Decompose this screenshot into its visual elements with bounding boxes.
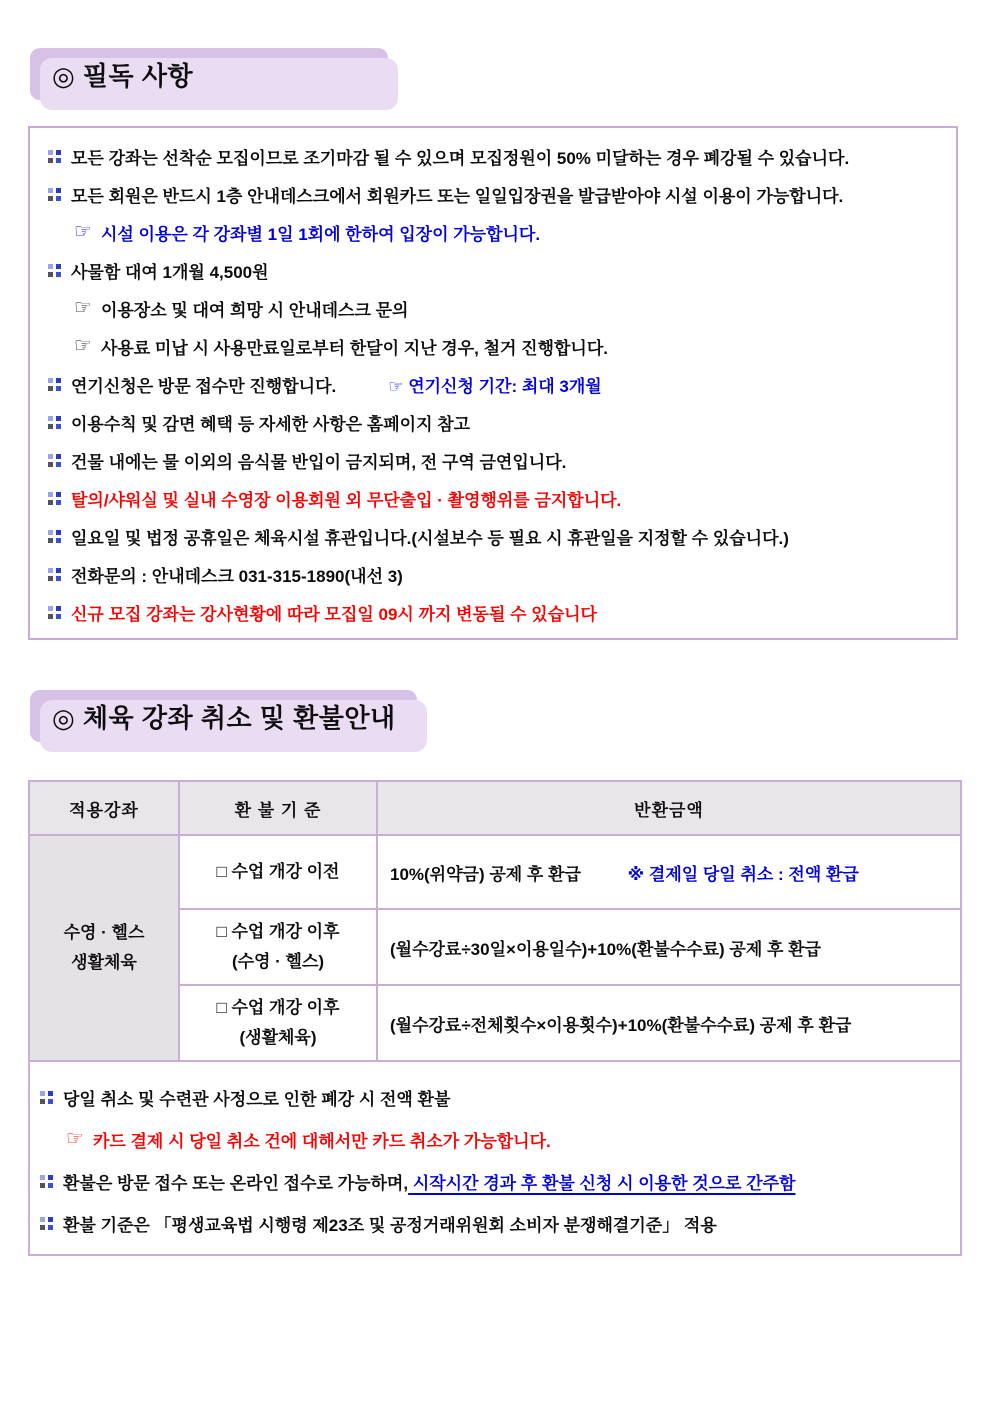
text-segment: ☞ 연기신청 기간: 최대 3개월 xyxy=(388,376,602,396)
section-title-refund xyxy=(30,690,417,742)
text-segment: 이용수칙 및 감면 혜택 등 자세한 사항은 홈페이지 참고 xyxy=(71,414,471,434)
text-segment: 환불은 방문 접수 또는 온라인 접수로 가능하며, xyxy=(63,1173,409,1193)
course-group-line: 생활체육 xyxy=(71,953,137,972)
notice-line xyxy=(40,251,946,289)
table-row xyxy=(29,835,961,909)
pointing-hand-icon: ☞ xyxy=(66,1128,84,1150)
text-segment: 시작시간 경과 후 환불 신청 시 이용한 것으로 간주함 xyxy=(408,1173,796,1193)
text-segment: 모든 회원은 반드시 1층 안내데스크에서 회원카드 또는 일일입장권을 발급받아야 시설 이용이 가능합니다. xyxy=(71,186,844,206)
notice-line xyxy=(40,327,946,365)
refund-cell: (월수강료÷30일×이용일수)+10%(환불수수료) 공제 후 환급 xyxy=(377,909,961,985)
notice-line xyxy=(40,137,946,175)
square-grid-bullet-icon xyxy=(48,454,61,467)
text-segment: 이용장소 및 대여 희망 시 안내데스크 문의 xyxy=(100,300,409,320)
refund-table-header-row xyxy=(29,781,961,835)
course-group-cell xyxy=(29,835,179,1061)
criteria-cell: □ 수업 개강 이후 (수영 · 헬스) xyxy=(179,909,377,985)
text-segment: 카드 결제 시 당일 취소 건에 대해서만 카드 취소가 가능합니다. xyxy=(92,1131,551,1151)
square-grid-bullet-icon xyxy=(48,264,61,277)
notice-line xyxy=(40,289,946,327)
refund-cell: (월수강료÷전체횟수×이용횟수)+10%(환불수수료) 공제 후 환급 xyxy=(377,985,961,1061)
notice-box xyxy=(28,126,958,640)
criteria-cell: □ 수업 개강 이후 (생활체육) xyxy=(179,985,377,1061)
pointing-hand-icon: ☞ xyxy=(74,221,92,243)
notice-line xyxy=(40,365,946,403)
table-row xyxy=(29,1061,961,1255)
square-grid-bullet-icon xyxy=(48,188,61,201)
refund-note-line xyxy=(32,1118,952,1160)
square-grid-bullet-icon xyxy=(48,378,61,391)
notice-line xyxy=(40,593,946,631)
text-segment: 모든 강좌는 선착순 모집이므로 조기마감 될 수 있으며 모집정원이 50% 미달하는 경우 폐강될 수 있습니다. xyxy=(71,148,850,168)
refund-notes-cell xyxy=(29,1061,961,1255)
square-grid-bullet-icon xyxy=(48,568,61,581)
text-segment: 환불 기준은 「평생교육법 시행령 제23조 및 공정거래위원회 소비자 분쟁해결기준」 적용 xyxy=(63,1215,717,1235)
col-header-criteria: 환 불 기 준 xyxy=(179,781,377,835)
text-segment: 일요일 및 법정 공휴일은 체육시설 휴관입니다.(시설보수 등 필요 시 휴관일을 지정할 수 있습니다.) xyxy=(71,528,789,548)
text-segment: 전화문의 : 안내데스크 031-315-1890(내선 3) xyxy=(71,566,403,586)
square-grid-bullet-icon xyxy=(40,1091,53,1104)
square-grid-bullet-icon xyxy=(40,1175,53,1188)
notice-line xyxy=(40,175,946,213)
refund-note-line xyxy=(32,1202,952,1244)
text-segment: 건물 내에는 물 이외의 음식물 반입이 금지되며, 전 구역 금연입니다. xyxy=(71,452,567,472)
notice-line xyxy=(40,479,946,517)
notice-line xyxy=(40,555,946,593)
criteria-cell: □ 수업 개강 이전 xyxy=(179,835,377,909)
section-title-notice xyxy=(30,48,388,100)
text-segment: 연기신청은 방문 접수만 진행합니다. xyxy=(71,376,337,396)
square-grid-bullet-icon xyxy=(48,492,61,505)
notice-line xyxy=(40,213,946,251)
square-grid-bullet-icon xyxy=(48,606,61,619)
text-segment: 당일 취소 및 수련관 사정으로 인한 폐강 시 전액 환불 xyxy=(63,1089,451,1109)
text-segment: 시설 이용은 각 강좌별 1일 1회에 한하여 입장이 가능합니다. xyxy=(100,224,541,244)
text-segment: 사용료 미납 시 사용만료일로부터 한달이 지난 경우, 철거 진행합니다. xyxy=(100,338,608,358)
text-segment: 탈의/샤워실 및 실내 수영장 이용회원 외 무단출입 · 촬영행위를 금지합니다. xyxy=(71,490,622,510)
pointing-hand-icon: ☞ xyxy=(74,297,92,319)
text-segment: 사물함 대여 1개월 4,500원 xyxy=(71,262,269,282)
notice-line xyxy=(40,441,946,479)
section-title-notice-label: ◎ 필독 사항 xyxy=(52,60,194,91)
square-grid-bullet-icon xyxy=(40,1217,53,1230)
square-grid-bullet-icon xyxy=(48,530,61,543)
notice-line xyxy=(40,517,946,555)
refund-cell: 10%(위약금) 공제 후 환급 ※ 결제일 당일 취소 : 전액 환급 xyxy=(377,835,961,909)
col-header-amount: 반환금액 xyxy=(377,781,961,835)
refund-note-line xyxy=(32,1076,952,1118)
refund-note-line xyxy=(32,1160,952,1202)
square-grid-bullet-icon xyxy=(48,416,61,429)
notice-line xyxy=(40,403,946,441)
square-grid-bullet-icon xyxy=(48,150,61,163)
pointing-hand-icon: ☞ xyxy=(74,335,92,357)
section-title-refund-label: ◎ 체육 강좌 취소 및 환불안내 xyxy=(52,702,396,733)
text-segment: 신규 모집 강좌는 강사현황에 따라 모집일 09시 까지 변동될 수 있습니다 xyxy=(71,604,597,624)
col-header-course: 적용강좌 xyxy=(29,781,179,835)
refund-table xyxy=(28,780,962,1256)
course-group-line: 수영 · 헬스 xyxy=(63,923,145,943)
